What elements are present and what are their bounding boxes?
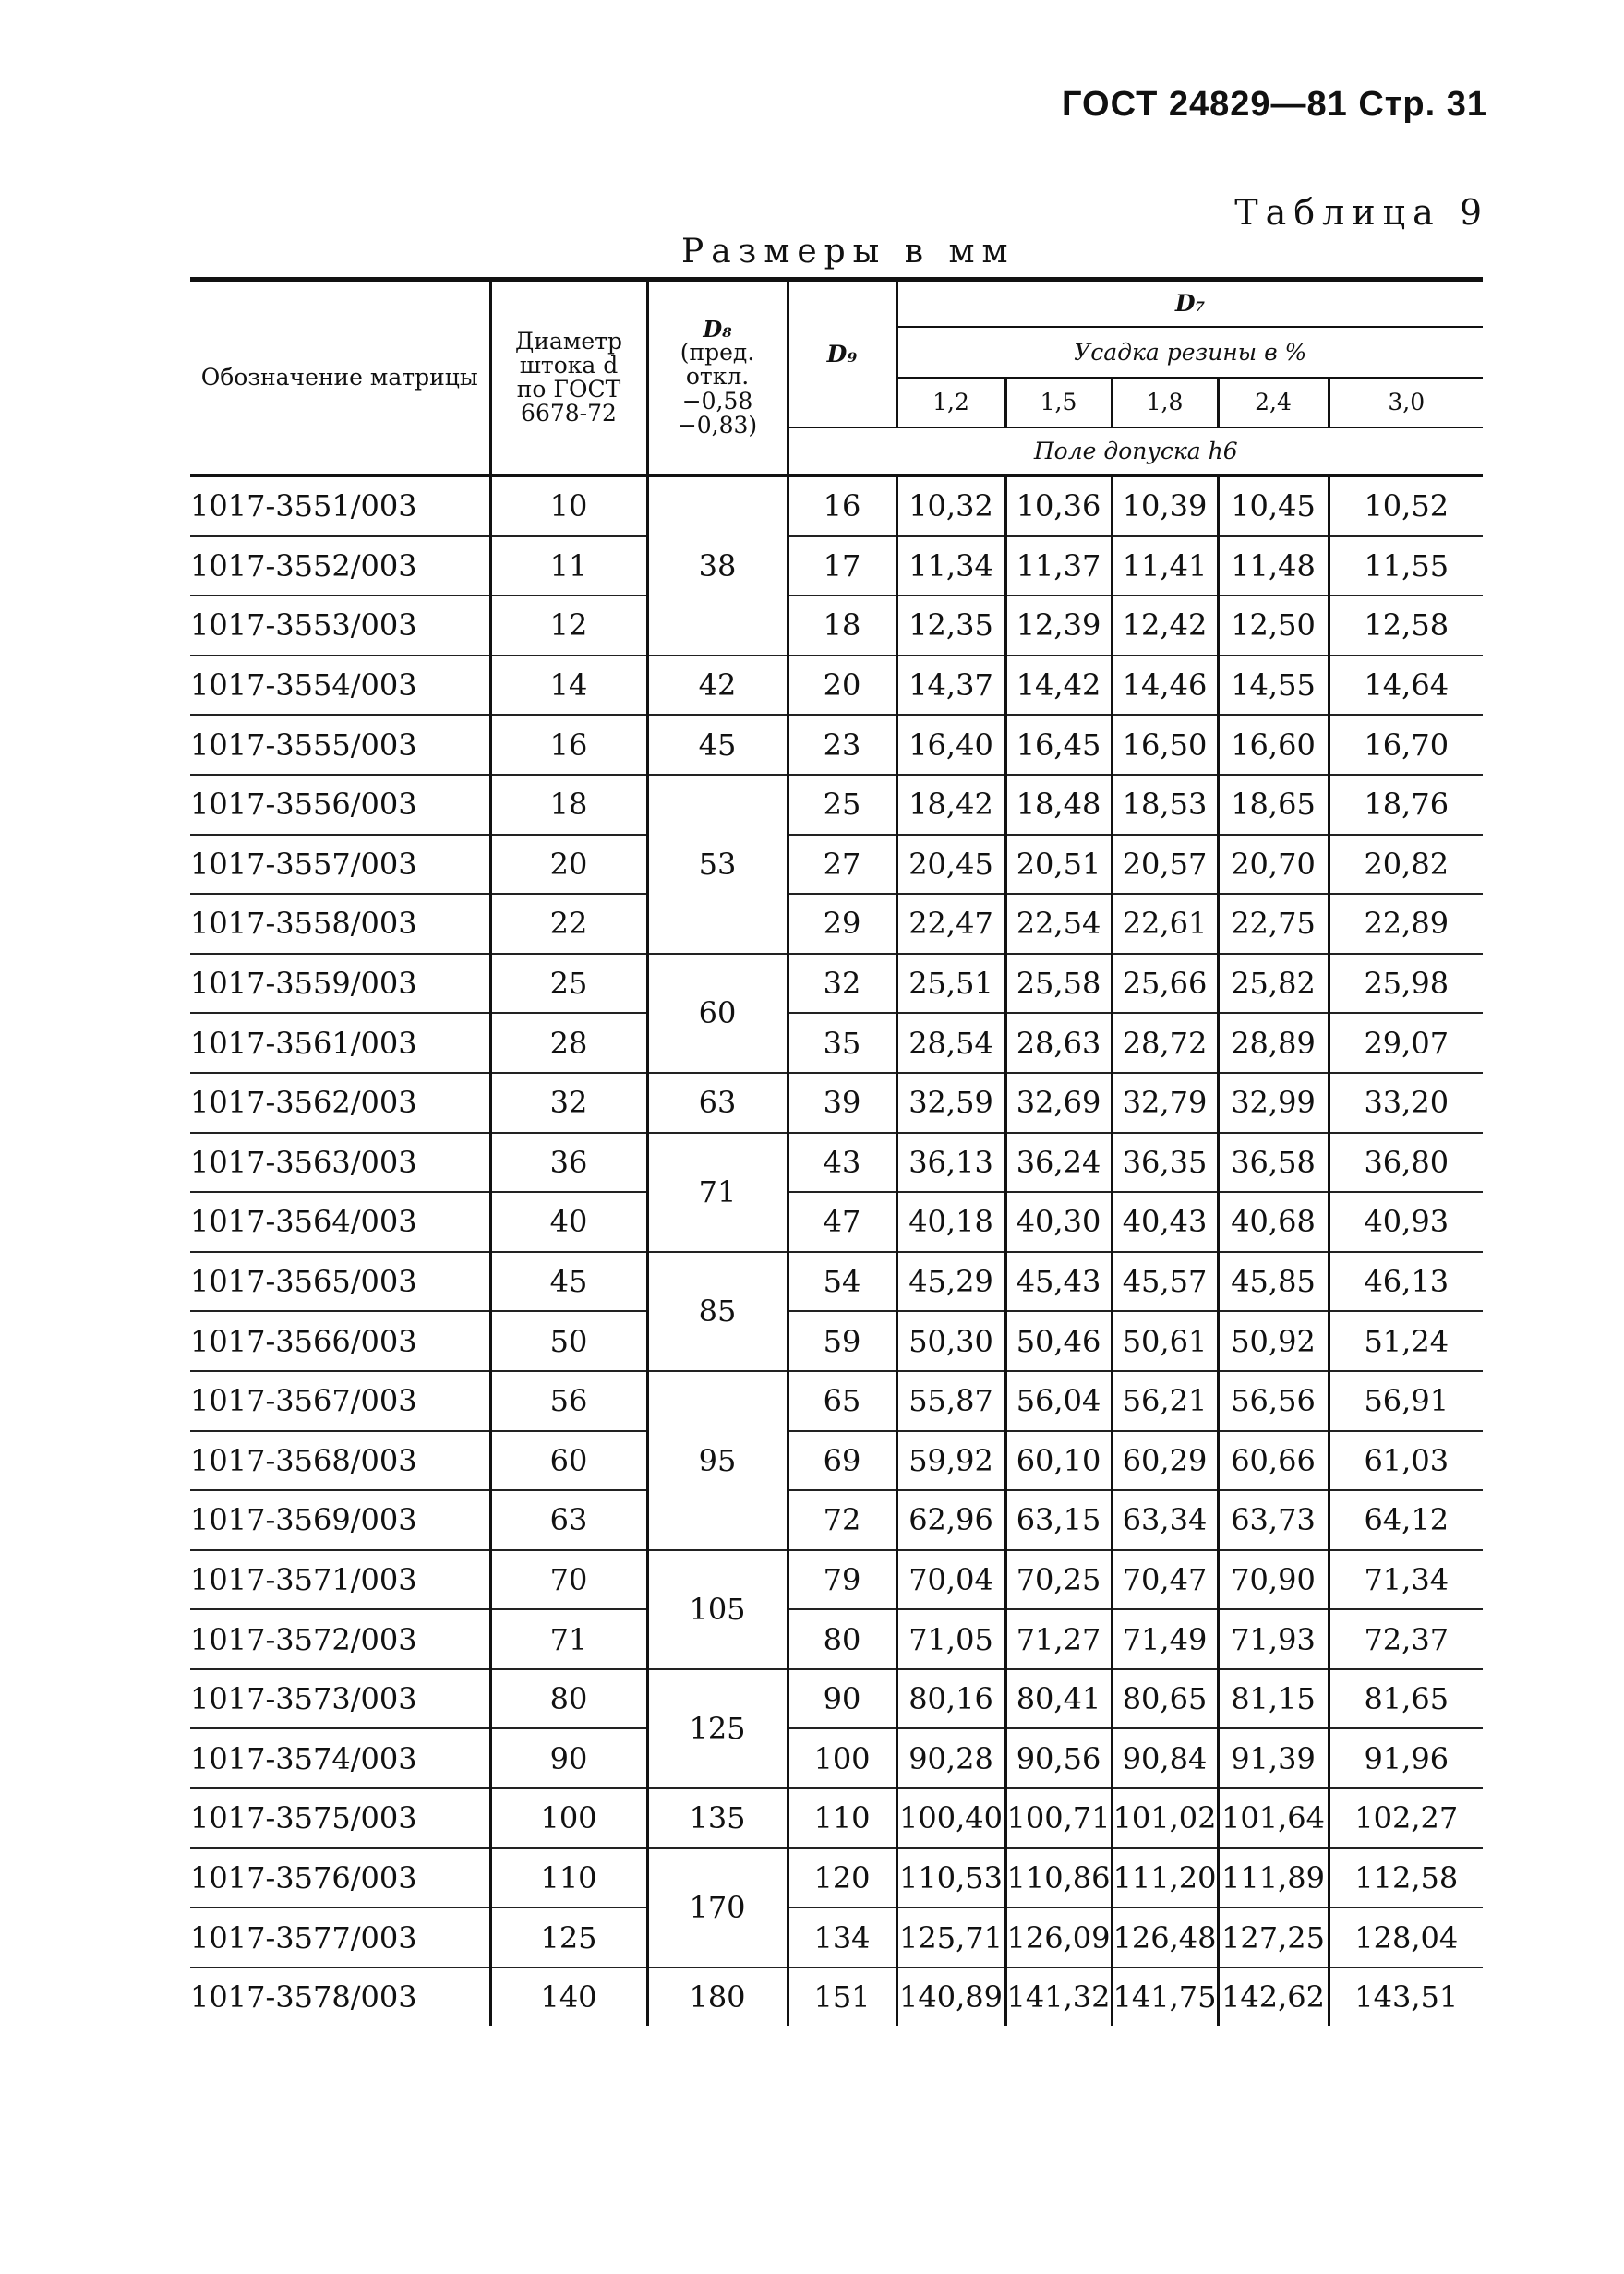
d7-value: 55,87 xyxy=(896,1371,1005,1431)
matrix-designation: 1017-3576/003 xyxy=(190,1848,490,1908)
d7-value: 45,57 xyxy=(1112,1252,1218,1312)
d7-value: 33,20 xyxy=(1329,1073,1483,1133)
d7-value: 28,72 xyxy=(1112,1013,1218,1073)
d9-value: 69 xyxy=(788,1431,896,1491)
d7-value: 111,20 xyxy=(1112,1848,1218,1908)
rod-diameter: 28 xyxy=(490,1013,647,1073)
d7-value: 20,45 xyxy=(896,835,1005,895)
d7-value: 22,54 xyxy=(1005,894,1112,954)
table-row xyxy=(190,1490,1483,1550)
d7-value: 10,32 xyxy=(896,475,1005,536)
d7-value: 25,51 xyxy=(896,954,1005,1014)
d7-value: 64,12 xyxy=(1329,1490,1483,1550)
table-row xyxy=(190,596,1483,656)
d8-value: 38 xyxy=(647,475,788,656)
d7-value: 60,66 xyxy=(1218,1431,1329,1491)
d7-value: 20,51 xyxy=(1005,835,1112,895)
d7-value: 71,34 xyxy=(1329,1550,1483,1610)
d7-value: 70,04 xyxy=(896,1550,1005,1610)
table-row xyxy=(190,536,1483,596)
d8-value: 42 xyxy=(647,656,788,716)
d9-value: 79 xyxy=(788,1550,896,1610)
table-title: Таблица 9 xyxy=(1234,192,1489,233)
d7-value: 50,92 xyxy=(1218,1311,1329,1371)
d9-value: 47 xyxy=(788,1192,896,1252)
d7-value: 81,15 xyxy=(1218,1669,1329,1729)
d7-value: 90,28 xyxy=(896,1728,1005,1788)
matrix-designation: 1017-3566/003 xyxy=(190,1311,490,1371)
d7-value: 56,91 xyxy=(1329,1371,1483,1431)
d9-value: 54 xyxy=(788,1252,896,1312)
d7-value: 16,50 xyxy=(1112,715,1218,775)
rod-diameter: 12 xyxy=(490,596,647,656)
d7-value: 40,18 xyxy=(896,1192,1005,1252)
table-row xyxy=(190,894,1483,954)
matrix-designation: 1017-3572/003 xyxy=(190,1609,490,1669)
table-row xyxy=(190,1311,1483,1371)
d7-value: 18,53 xyxy=(1112,775,1218,835)
d8-value: 85 xyxy=(647,1252,788,1371)
d7-value: 11,37 xyxy=(1005,536,1112,596)
matrix-designation: 1017-3557/003 xyxy=(190,835,490,895)
d7-value: 40,30 xyxy=(1005,1192,1112,1252)
rod-diameter: 70 xyxy=(490,1550,647,1610)
matrix-designation: 1017-3578/003 xyxy=(190,1979,417,2015)
d7-value: 36,80 xyxy=(1329,1133,1483,1193)
d9-value: 120 xyxy=(788,1848,896,1908)
d7-value: 45,29 xyxy=(896,1252,1005,1312)
rod-diameter: 11 xyxy=(490,536,647,596)
d7-value: 110,53 xyxy=(896,1848,1005,1908)
matrix-designation: 1017-3554/003 xyxy=(190,656,490,716)
dimensions-table xyxy=(190,277,1483,2026)
matrix-designation: 1017-3571/003 xyxy=(190,1550,490,1610)
d7-value: 11,48 xyxy=(1218,536,1329,596)
d9-value: 23 xyxy=(788,715,896,775)
d7-value: 22,47 xyxy=(896,894,1005,954)
d9-value: 59 xyxy=(788,1311,896,1371)
d7-value: 141,32 xyxy=(1005,1967,1112,2027)
d7-value: 40,93 xyxy=(1329,1192,1483,1252)
d7-value: 71,27 xyxy=(1005,1609,1112,1669)
d7-value: 25,66 xyxy=(1112,954,1218,1014)
d7-value: 16,40 xyxy=(896,715,1005,775)
d8-value: 180 xyxy=(647,1967,788,2027)
rod-diameter: 50 xyxy=(490,1311,647,1371)
d7-value: 46,13 xyxy=(1329,1252,1483,1312)
matrix-designation: 1017-3567/003 xyxy=(190,1371,490,1431)
d7-value: 63,73 xyxy=(1218,1490,1329,1550)
table-row xyxy=(190,1550,1483,1610)
matrix-designation: 1017-3553/003 xyxy=(190,596,490,656)
d7-value: 90,56 xyxy=(1005,1728,1112,1788)
rod-diameter: 32 xyxy=(490,1073,647,1133)
d7-value: 14,42 xyxy=(1005,656,1112,716)
d7-value: 71,93 xyxy=(1218,1609,1329,1669)
header-d8: D₈ (пред. откл. −0,58 −0,83) xyxy=(647,280,788,476)
matrix-designation: 1017-3563/003 xyxy=(190,1133,490,1193)
d7-value: 32,99 xyxy=(1218,1073,1329,1133)
d7-value: 14,64 xyxy=(1329,656,1483,716)
d8-value: 135 xyxy=(647,1788,788,1848)
table-row xyxy=(190,1431,1483,1491)
d9-value: 151 xyxy=(788,1967,896,2027)
rod-diameter: 56 xyxy=(490,1371,647,1431)
d7-value: 32,69 xyxy=(1005,1073,1112,1133)
table-row xyxy=(190,656,1483,716)
d7-value: 112,58 xyxy=(1329,1848,1483,1908)
d7-value: 16,70 xyxy=(1329,715,1483,775)
d7-value: 20,82 xyxy=(1329,835,1483,895)
d7-value: 126,09 xyxy=(1005,1907,1112,1967)
rod-diameter: 36 xyxy=(490,1133,647,1193)
d7-value: 101,64 xyxy=(1218,1788,1329,1848)
d7-value: 60,10 xyxy=(1005,1431,1112,1491)
d7-value: 128,04 xyxy=(1329,1907,1483,1967)
d7-value: 110,86 xyxy=(1005,1848,1112,1908)
d9-value: 80 xyxy=(788,1609,896,1669)
d9-value: 43 xyxy=(788,1133,896,1193)
matrix-designation: 1017-3555/003 xyxy=(190,715,490,775)
d7-value: 80,16 xyxy=(896,1669,1005,1729)
d7-value: 25,82 xyxy=(1218,954,1329,1014)
d8-value: 53 xyxy=(647,775,788,954)
d7-value: 50,61 xyxy=(1112,1311,1218,1371)
d7-value: 125,71 xyxy=(896,1907,1005,1967)
d7-value: 18,65 xyxy=(1218,775,1329,835)
d8-value: 125 xyxy=(647,1669,788,1788)
d9-value: 29 xyxy=(788,894,896,954)
d7-value: 60,29 xyxy=(1112,1431,1218,1491)
table-row xyxy=(190,835,1483,895)
d7-value: 102,27 xyxy=(1329,1788,1483,1848)
d7-value: 36,58 xyxy=(1218,1133,1329,1193)
d7-value: 20,57 xyxy=(1112,835,1218,895)
d9-value: 20 xyxy=(788,656,896,716)
table-row xyxy=(190,1073,1483,1133)
d7-value: 62,96 xyxy=(896,1490,1005,1550)
d7-value: 91,96 xyxy=(1329,1728,1483,1788)
d7-value: 12,58 xyxy=(1329,596,1483,656)
d7-value: 36,13 xyxy=(896,1133,1005,1193)
d7-value: 40,68 xyxy=(1218,1192,1329,1252)
shrink-3-0: 3,0 xyxy=(1329,378,1483,428)
d7-value: 70,25 xyxy=(1005,1550,1112,1610)
table-row xyxy=(190,1609,1483,1669)
table-row xyxy=(190,715,1483,775)
matrix-designation: 1017-3552/003 xyxy=(190,536,490,596)
d7-value: 10,36 xyxy=(1005,475,1112,536)
d7-value: 141,75 xyxy=(1112,1967,1218,2027)
table-body xyxy=(190,475,1483,2026)
rod-diameter: 110 xyxy=(490,1848,647,1908)
table-row xyxy=(190,475,1483,536)
rod-diameter: 125 xyxy=(490,1907,647,1967)
units-label: Размеры в мм xyxy=(681,233,1016,271)
d7-value: 32,59 xyxy=(896,1073,1005,1133)
shrink-1-8: 1,8 xyxy=(1112,378,1218,428)
rod-diameter: 20 xyxy=(490,835,647,895)
d8-value: 170 xyxy=(647,1848,788,1967)
d7-value: 70,47 xyxy=(1112,1550,1218,1610)
d9-value: 17 xyxy=(788,536,896,596)
d7-value: 91,39 xyxy=(1218,1728,1329,1788)
rod-diameter: 45 xyxy=(490,1252,647,1312)
header-tolerance: Поле допуска h6 xyxy=(788,427,1483,475)
d7-value: 14,55 xyxy=(1218,656,1329,716)
d7-value: 16,45 xyxy=(1005,715,1112,775)
d7-value: 10,52 xyxy=(1329,475,1483,536)
table-row xyxy=(190,775,1483,835)
d7-value: 32,79 xyxy=(1112,1073,1218,1133)
d7-value: 18,48 xyxy=(1005,775,1112,835)
d7-value: 100,71 xyxy=(1005,1788,1112,1848)
d9-value: 100 xyxy=(788,1728,896,1788)
d7-value: 81,65 xyxy=(1329,1669,1483,1729)
header-shrinkage: Усадка резины в % xyxy=(896,327,1483,378)
d7-value: 127,25 xyxy=(1218,1907,1329,1967)
rod-diameter: 60 xyxy=(490,1431,647,1491)
d7-value: 40,43 xyxy=(1112,1192,1218,1252)
header-d9: D₉ xyxy=(788,280,896,428)
matrix-designation: 1017-3575/003 xyxy=(190,1788,490,1848)
d9-value: 35 xyxy=(788,1013,896,1073)
table-header xyxy=(190,280,1483,476)
d7-value: 56,04 xyxy=(1005,1371,1112,1431)
d9-value: 134 xyxy=(788,1907,896,1967)
d7-value: 101,02 xyxy=(1112,1788,1218,1848)
rod-diameter: 18 xyxy=(490,775,647,835)
d7-value: 20,70 xyxy=(1218,835,1329,895)
rod-diameter: 71 xyxy=(490,1609,647,1669)
rod-diameter: 10 xyxy=(490,475,647,536)
rod-diameter: 90 xyxy=(490,1728,647,1788)
shrink-1-5: 1,5 xyxy=(1005,378,1112,428)
matrix-designation: 1017-3551/003 xyxy=(190,475,490,536)
d7-value: 22,61 xyxy=(1112,894,1218,954)
rod-diameter: 22 xyxy=(490,894,647,954)
table-row xyxy=(190,1013,1483,1073)
table-row xyxy=(190,1371,1483,1431)
rod-diameter: 40 xyxy=(490,1192,647,1252)
rod-diameter: 100 xyxy=(490,1788,647,1848)
d7-value: 11,55 xyxy=(1329,536,1483,596)
shrink-2-4: 2,4 xyxy=(1218,378,1329,428)
d7-value: 28,54 xyxy=(896,1013,1005,1073)
d7-value: 22,75 xyxy=(1218,894,1329,954)
d7-value: 90,84 xyxy=(1112,1728,1218,1788)
d9-value: 39 xyxy=(788,1073,896,1133)
d7-value: 36,24 xyxy=(1005,1133,1112,1193)
table-row xyxy=(190,1669,1483,1729)
d7-value: 25,98 xyxy=(1329,954,1483,1014)
matrix-designation: 1017-3561/003 xyxy=(190,1013,490,1073)
rod-diameter: 80 xyxy=(490,1669,647,1729)
d7-value: 143,51 xyxy=(1329,1967,1483,2027)
d7-value: 80,65 xyxy=(1112,1669,1218,1729)
d7-value: 25,58 xyxy=(1005,954,1112,1014)
matrix-designation: 1017-3564/003 xyxy=(190,1192,490,1252)
d7-value: 59,92 xyxy=(896,1431,1005,1491)
table-row xyxy=(190,1848,1483,1908)
d8-value: 60 xyxy=(647,954,788,1073)
d7-value: 22,89 xyxy=(1329,894,1483,954)
d8-value: 45 xyxy=(647,715,788,775)
matrix-designation: 1017-3559/003 xyxy=(190,954,490,1014)
d9-value: 65 xyxy=(788,1371,896,1431)
d7-value: 45,43 xyxy=(1005,1252,1112,1312)
table-row xyxy=(190,1788,1483,1848)
d7-value: 80,41 xyxy=(1005,1669,1112,1729)
table-row xyxy=(190,1192,1483,1252)
d7-value: 10,39 xyxy=(1112,475,1218,536)
d7-value: 12,42 xyxy=(1112,596,1218,656)
d9-value: 72 xyxy=(788,1490,896,1550)
d7-value: 10,45 xyxy=(1218,475,1329,536)
table-row xyxy=(190,1252,1483,1312)
d7-value: 56,56 xyxy=(1218,1371,1329,1431)
d7-value: 51,24 xyxy=(1329,1311,1483,1371)
d7-value: 50,46 xyxy=(1005,1311,1112,1371)
d7-value: 14,37 xyxy=(896,656,1005,716)
d7-value: 16,60 xyxy=(1218,715,1329,775)
header-rod-diameter: Диаметр штока d по ГОСТ 6678-72 xyxy=(490,280,647,476)
d9-value: 18 xyxy=(788,596,896,656)
page-header: ГОСТ 24829—81 Стр. 31 xyxy=(1061,85,1487,124)
table-row xyxy=(190,1133,1483,1193)
matrix-designation: 1017-3568/003 xyxy=(190,1431,490,1491)
d7-value: 12,35 xyxy=(896,596,1005,656)
table-row xyxy=(190,1907,1483,1967)
d7-value: 28,63 xyxy=(1005,1013,1112,1073)
d7-value: 36,35 xyxy=(1112,1133,1218,1193)
d7-value: 11,41 xyxy=(1112,536,1218,596)
matrix-designation: 1017-3569/003 xyxy=(190,1490,490,1550)
rod-diameter: 16 xyxy=(490,715,647,775)
d7-value: 56,21 xyxy=(1112,1371,1218,1431)
d7-value: 100,40 xyxy=(896,1788,1005,1848)
rod-diameter: 140 xyxy=(490,1967,647,2027)
d9-value: 16 xyxy=(788,475,896,536)
d7-value: 71,05 xyxy=(896,1609,1005,1669)
d7-value: 18,42 xyxy=(896,775,1005,835)
d7-value: 63,15 xyxy=(1005,1490,1112,1550)
matrix-designation: 1017-3562/003 xyxy=(190,1073,490,1133)
rod-diameter: 25 xyxy=(490,954,647,1014)
d9-value: 25 xyxy=(788,775,896,835)
d7-value: 142,62 xyxy=(1218,1967,1329,2027)
d7-value: 140,89 xyxy=(896,1967,1005,2027)
table-row xyxy=(190,954,1483,1014)
d7-value: 63,34 xyxy=(1112,1490,1218,1550)
d7-value: 126,48 xyxy=(1112,1907,1218,1967)
header-designation: Обозначение матрицы xyxy=(190,280,490,476)
d7-value: 45,85 xyxy=(1218,1252,1329,1312)
d7-value: 12,39 xyxy=(1005,596,1112,656)
d8-value: 71 xyxy=(647,1133,788,1252)
d7-value: 14,46 xyxy=(1112,656,1218,716)
d7-value: 18,76 xyxy=(1329,775,1483,835)
d9-value: 90 xyxy=(788,1669,896,1729)
d7-value: 11,34 xyxy=(896,536,1005,596)
d7-value: 29,07 xyxy=(1329,1013,1483,1073)
d8-value: 95 xyxy=(647,1371,788,1550)
rod-diameter: 63 xyxy=(490,1490,647,1550)
d7-value: 28,89 xyxy=(1218,1013,1329,1073)
d7-value: 71,49 xyxy=(1112,1609,1218,1669)
d7-value: 72,37 xyxy=(1329,1609,1483,1669)
matrix-designation: 1017-3574/003 xyxy=(190,1728,490,1788)
d9-value: 110 xyxy=(788,1788,896,1848)
matrix-designation: 1017-3577/003 xyxy=(190,1907,490,1967)
matrix-designation: 1017-3558/003 xyxy=(190,894,490,954)
table-row xyxy=(190,1967,1483,2027)
d7-value: 12,50 xyxy=(1218,596,1329,656)
shrink-1-2: 1,2 xyxy=(896,378,1005,428)
matrix-designation: 1017-3573/003 xyxy=(190,1669,490,1729)
matrix-designation: 1017-3556/003 xyxy=(190,775,490,835)
table-row xyxy=(190,1728,1483,1788)
d7-value: 50,30 xyxy=(896,1311,1005,1371)
header-d7: D₇ xyxy=(896,280,1483,328)
d7-value: 61,03 xyxy=(1329,1431,1483,1491)
matrix-designation: 1017-3565/003 xyxy=(190,1252,490,1312)
d8-value: 63 xyxy=(647,1073,788,1133)
d9-value: 27 xyxy=(788,835,896,895)
d9-value: 32 xyxy=(788,954,896,1014)
d7-value: 70,90 xyxy=(1218,1550,1329,1610)
rod-diameter: 14 xyxy=(490,656,647,716)
d7-value: 111,89 xyxy=(1218,1848,1329,1908)
d8-value: 105 xyxy=(647,1550,788,1669)
